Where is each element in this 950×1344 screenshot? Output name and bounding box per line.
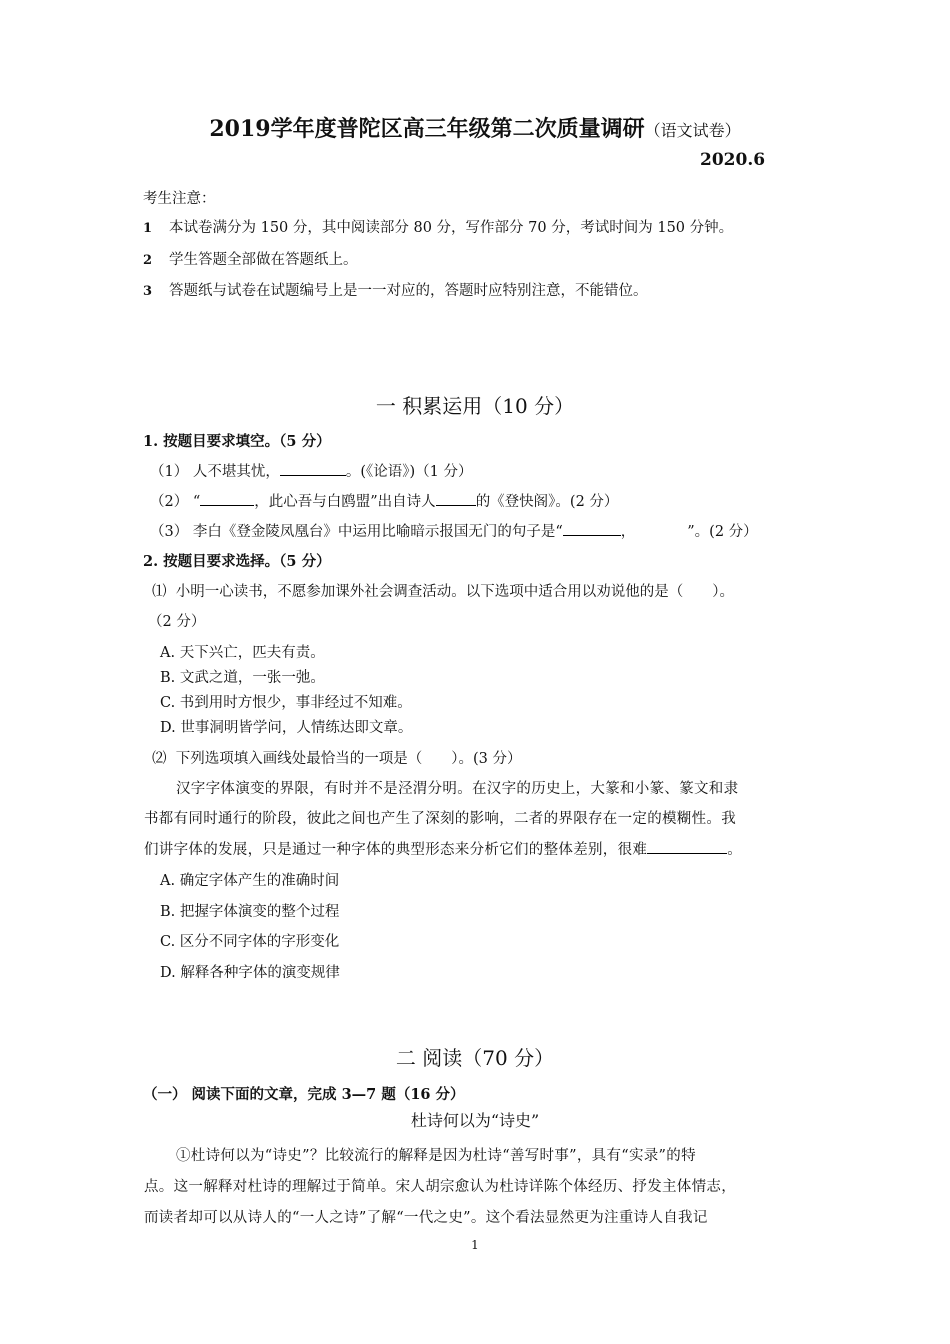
question-1-2 <box>150 490 618 511</box>
question-2-stem: 2. 按题目要求选择。（5 分） <box>143 553 331 570</box>
passage-text: 们讲字体的发展，只是通过一种字体的典型形态来分析它们的整体差别，很难 <box>144 842 648 858</box>
notice-item-number: 1 <box>143 221 153 236</box>
option-c: C. 书到用时方恨少，事非经过不知难。 <box>160 695 412 711</box>
option-a: A. 天下兴亡，匹夫有责。 <box>160 645 325 661</box>
subquestion-text: ， <box>620 524 636 540</box>
option-d: D. 世事洞明皆学问，人情练达即文章。 <box>160 720 413 736</box>
option-a: A. 确定字体产生的准确时间 <box>160 873 340 889</box>
subquestion-text: 下列选项填入画线处最恰当的一项是（ ）。(3 分） <box>175 751 522 767</box>
article-line: 而读者却可以从诗人的“一人之诗”了解“一代之史”。这个看法显然更为注重诗人自我记 <box>144 1210 708 1226</box>
option-d: D. 解释各种字体的演变规律 <box>160 965 340 981</box>
answer-blank <box>563 521 621 536</box>
exam-title-main: 2019学年度普陀区高三年级第二次质量调研 <box>209 116 645 142</box>
passage-text: 。 <box>727 842 743 858</box>
notice-item-number: 2 <box>143 253 153 268</box>
notice-item-text: 答题纸与试卷在试题编号上是一一对应的，答题时应特别注意，不能错位。 <box>169 283 648 299</box>
subquestion-number: （3） <box>150 524 189 540</box>
option-b: B. 文武之道，一张一弛。 <box>160 670 325 686</box>
passage-line: 书都有同时通行的阶段，彼此之间也产生了深刻的影响，二者的界限存在一定的模糊性。我 <box>144 811 736 827</box>
answer-blank <box>647 839 727 854</box>
subquestion-text: ，此心吾与白鸥盟”出自诗人 <box>254 494 436 510</box>
reading-part-1-instruction: （一） 阅读下面的文章，完成 3—7 题（16 分） <box>143 1086 465 1103</box>
subquestion-text: 小明一心读书，不愿参加课外社会调查活动。以下选项中适合用以劝说他的是（ ）。 <box>175 584 734 600</box>
subquestion-text: ”。(2 分） <box>687 524 758 540</box>
article-title: 杜诗何以为“诗史” <box>410 1111 540 1130</box>
exam-title <box>0 112 950 143</box>
section-2-heading: 二 阅读（70 分） <box>395 1046 555 1070</box>
option-c: C. 区分不同字体的字形变化 <box>160 934 340 950</box>
notice-item-number: 3 <box>143 284 153 299</box>
subquestion-number: ⑵ <box>152 751 167 767</box>
subquestion-number: （1） <box>150 464 189 480</box>
page-number: 1 <box>471 1238 479 1252</box>
question-1-3 <box>150 520 758 541</box>
subquestion-text: 。(《论语》)（1 分） <box>345 464 473 480</box>
answer-blank <box>280 461 346 476</box>
subquestion-text: 李白《登金陵凤凰台》中运用比喻暗示报国无门的句子是“ <box>192 524 563 540</box>
question-1-stem: 1. 按题目要求填空。（5 分） <box>143 433 331 450</box>
answer-blank <box>200 491 254 506</box>
article-line: 点。这一解释对杜诗的理解过于简单。宋人胡宗愈认为杜诗详陈个体经历、抒发主体情志， <box>144 1179 736 1195</box>
question-1-1 <box>150 460 473 481</box>
exam-title-suffix: （语文试卷） <box>644 121 741 140</box>
notice-item-1 <box>143 216 733 237</box>
notice-heading: 考生注意： <box>143 191 216 207</box>
subquestion-text: 人不堪其忧， <box>192 464 280 480</box>
option-b: B. 把握字体演变的整个过程 <box>160 904 340 920</box>
subquestion-text: “ <box>192 494 201 510</box>
subquestion-number: ⑴ <box>152 584 167 600</box>
question-2-2 <box>152 747 521 768</box>
subquestion-text: 的《登快阁》。(2 分） <box>475 494 619 510</box>
passage-line-last <box>144 838 742 859</box>
subquestion-number: （2） <box>150 494 189 510</box>
notice-item-text: 学生答题全部做在答题纸上。 <box>169 252 358 268</box>
notice-item-3 <box>143 279 648 300</box>
answer-blank <box>436 491 476 506</box>
section-1-heading: 一 积累运用（10 分） <box>375 394 575 418</box>
question-2-1 <box>152 580 734 601</box>
question-2-1-score: （2 分） <box>148 614 206 630</box>
passage-line: 汉字字体演变的界限，有时并不是泾渭分明。在汉字的历史上，大篆和小篆、篆文和隶 <box>176 781 739 797</box>
notice-item-text: 本试卷满分为 150 分，其中阅读部分 80 分，写作部分 70 分，考试时间为 150 分钟。 <box>169 220 734 236</box>
exam-date: 2020.6 <box>700 150 766 170</box>
article-line: ①杜诗何以为“诗史”？比较流行的解释是因为杜诗“善写时事”，具有“实录”的特 <box>176 1148 696 1164</box>
notice-item-2 <box>143 248 358 269</box>
